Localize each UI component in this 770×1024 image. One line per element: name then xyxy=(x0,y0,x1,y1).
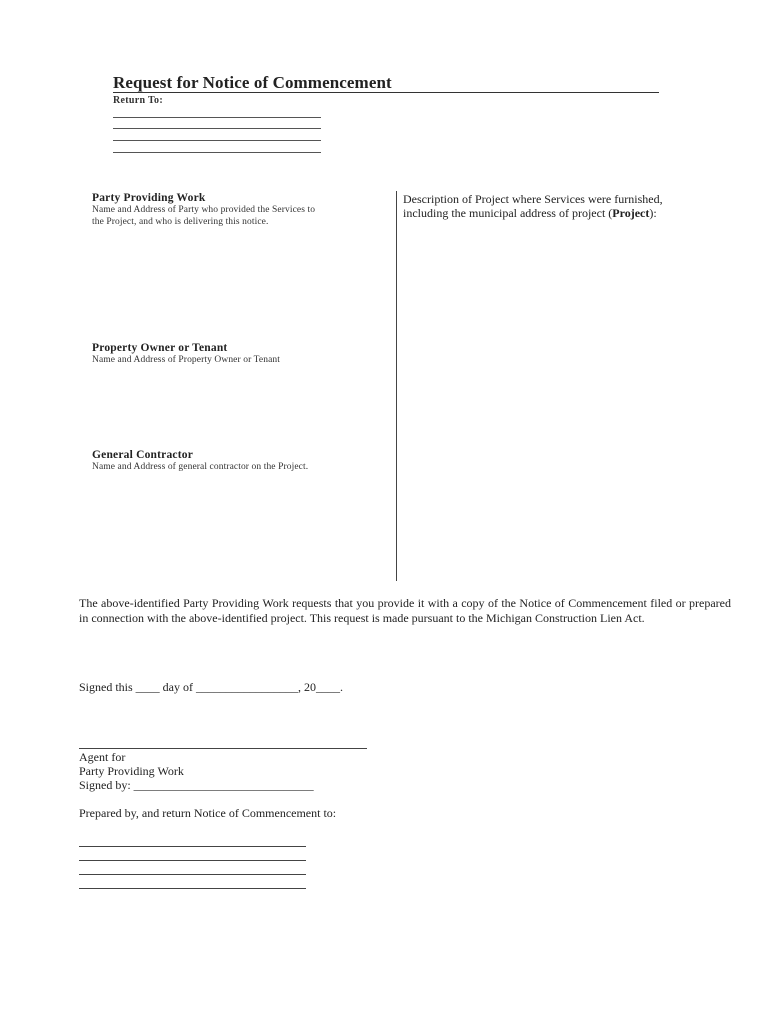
project-description-line-2 xyxy=(403,206,733,220)
general-contractor-sub: Name and Address of general contractor on the Project. xyxy=(92,462,309,472)
prepared-by-line[interactable] xyxy=(79,888,306,889)
return-to-line[interactable] xyxy=(113,128,321,129)
agent-for-label: Agent for xyxy=(79,750,126,764)
party-providing-work-sub-2: the Project, and who is delivering this notice. xyxy=(92,217,269,227)
return-to-line[interactable] xyxy=(113,117,321,118)
agent-signature-line[interactable] xyxy=(79,748,367,749)
project-description-suffix: ): xyxy=(649,206,657,220)
project-description-prefix: including the municipal address of project ( xyxy=(403,206,613,220)
general-contractor-section xyxy=(92,449,392,473)
return-to-line[interactable] xyxy=(113,140,321,141)
party-providing-work-sub-1: Name and Address of Party who provided the Services to xyxy=(92,205,316,215)
prepared-by-line[interactable] xyxy=(79,846,306,847)
project-description-line-1: Description of Project where Services were furnished, xyxy=(403,192,663,206)
party-providing-work-section xyxy=(92,192,392,228)
column-divider xyxy=(396,191,397,581)
request-paragraph: The above-identified Party Providing Work requests that you provide it with a copy of the Notice of Commencement filed or prepared in connection with the above-identified project. This request is made pursuant to the Michigan Construction Lien Act. xyxy=(79,596,731,625)
property-owner-sub: Name and Address of Property Owner or Tenant xyxy=(92,355,280,365)
return-to-label: Return To: xyxy=(113,95,163,106)
general-contractor-heading: General Contractor xyxy=(92,449,193,461)
project-description xyxy=(403,192,733,220)
signed-by-line[interactable]: Signed by: ______________________________ xyxy=(79,778,314,792)
form-title: Request for Notice of Commencement xyxy=(113,73,392,92)
prepared-by-label: Prepared by, and return Notice of Commencement to: xyxy=(79,806,337,820)
party-providing-work-label: Party Providing Work xyxy=(79,764,184,778)
property-owner-heading: Property Owner or Tenant xyxy=(92,342,228,354)
property-owner-section xyxy=(92,342,392,366)
project-term: Project xyxy=(612,206,650,220)
prepared-by-line[interactable] xyxy=(79,860,306,861)
prepared-by-line[interactable] xyxy=(79,874,306,875)
title-rule xyxy=(113,92,659,93)
signed-this-line[interactable]: Signed this ____ day of _________________, 20____. xyxy=(79,680,343,694)
party-providing-work-heading: Party Providing Work xyxy=(92,192,206,204)
return-to-line[interactable] xyxy=(113,152,321,153)
